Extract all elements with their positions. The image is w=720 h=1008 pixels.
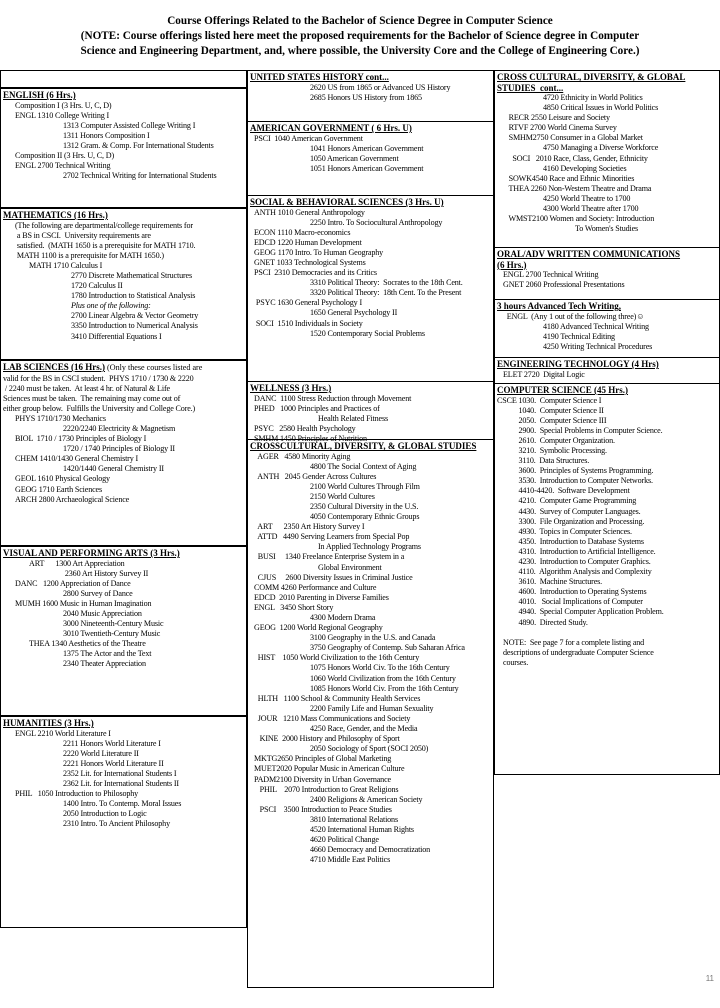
section-title-text: MATHEMATICS (16 Hrs.) xyxy=(3,210,108,220)
course-line: ARCH 2800 Archaeological Science xyxy=(15,494,130,504)
course-line: HIST 1050 World Civilization to the 16th Century xyxy=(254,653,420,663)
course-line: 4890. Directed Study. xyxy=(511,617,588,627)
course-line: SMHM 1450 Principles of Nutrition xyxy=(254,433,367,443)
course-line: THEA 1340 Aesthetics of the Theatre xyxy=(29,639,146,649)
course-line: 3750 Geography of Contemp. Sub Saharan Africa xyxy=(310,643,465,653)
course-line: 1051 Honors American Government xyxy=(310,163,424,173)
course-line: 3100 Geography in the U.S. and Canada xyxy=(310,633,436,643)
course-line: THEA 2260 Non-Western Theatre and Drama xyxy=(503,183,652,193)
course-line: PHIL 1050 Introduction to Philosophy xyxy=(15,789,139,799)
course-line: 2350 Cultural Diversity in the U.S. xyxy=(310,501,419,511)
section-title-text: SOCIAL & BEHAVIORAL SCIENCES (3 Hrs. U) xyxy=(250,197,444,207)
course-line: 4010. Social Implications of Computer xyxy=(511,597,643,607)
course-line: BUSI 1340 Freelance Enterprise System in a xyxy=(254,552,405,562)
middle-column xyxy=(247,70,494,988)
course-line: 1720 Calculus II xyxy=(71,281,123,291)
course-line: 4180 Advanced Technical Writing xyxy=(543,321,649,331)
course-section xyxy=(1,545,246,715)
section-title-text: CROSSCULTURAL, DIVERSITY, & GLOBAL STUDIES xyxy=(250,441,477,451)
course-line: GEOG 1200 World Regional Geography xyxy=(254,623,383,633)
course-line: 3000 Nineteenth-Century Music xyxy=(63,619,164,629)
course-line: 4300 Modern Drama xyxy=(310,613,376,622)
course-line: 1040. Computer Science II xyxy=(511,405,604,415)
section-title xyxy=(1,362,246,374)
course-line: RECR 2550 Leisure and Society xyxy=(503,113,610,123)
page-title: Course Offerings Related to the Bachelor of Science Degree in Computer Science xyxy=(167,15,553,27)
course-section xyxy=(248,121,493,195)
course-line: PSYC 2580 Health Psychology xyxy=(254,423,356,433)
course-line: 1050 American Government xyxy=(310,153,399,163)
course-line: ELET 2720 Digital Logic xyxy=(503,369,585,379)
course-section xyxy=(1,87,246,207)
course-line: ANTH 1010 General Anthropology xyxy=(254,207,365,217)
course-line: 1780 Introduction to Statistical Analysis xyxy=(71,291,196,301)
course-line: Sciences must be taken. The remaining may come out of xyxy=(3,393,181,403)
course-line: 3300. File Organization and Processing. xyxy=(511,516,645,526)
course-line: 1085 Honors World Civ. From the 16th Century xyxy=(310,683,459,693)
section-title-continued xyxy=(495,83,719,94)
course-line: a BS in CSCI. University requirements are xyxy=(15,230,151,240)
course-line: 4110. Algorithm Analysis and Complexity xyxy=(511,567,652,577)
course-line: 4660 Democracy and Democratization xyxy=(310,845,431,855)
course-line: 2250 Intro. To Sociocultural Anthropology xyxy=(310,217,443,227)
course-line: CHEM 1410/1430 General Chemistry I xyxy=(15,454,139,464)
course-line: MUET2020 Popular Music in American Culture xyxy=(254,764,405,774)
section-title-text: COMPUTER SCIENCE (45 Hrs.) xyxy=(497,385,629,395)
course-line: 1312 Gram. & Comp. For International Students xyxy=(63,140,214,150)
course-line: 4850 Critical Issues in World Politics xyxy=(543,103,659,113)
section-title-text: ENGLISH (6 Hrs.) xyxy=(3,90,76,100)
course-line: WMST2100 Women and Society: Introduction xyxy=(503,214,655,224)
section-title-text: ENGINEERING TECHNOLOGY (4 Hrs) xyxy=(497,359,659,369)
course-line: GEOG 1710 Earth Sciences xyxy=(15,484,102,494)
section-title-text: ORAL/ADV WRITTEN COMMUNICATIONS xyxy=(497,249,681,259)
course-line: BIOL 1710 / 1730 Principles of Biology I xyxy=(15,434,147,444)
course-line: ANTH 2045 Gender Across Cultures xyxy=(254,471,377,481)
course-line: EDCD 2010 Parenting in Diverse Families xyxy=(254,592,389,602)
section-title-text: VISUAL AND PERFORMING ARTS (3 Hrs.) xyxy=(3,548,180,558)
course-line: 1313 Computer Assisted College Writing I xyxy=(63,120,196,130)
course-line: 3320 Political Theory: 18th Cent. To the Present xyxy=(310,288,462,298)
course-line: 4620 Political Change xyxy=(310,835,379,845)
course-line: PHYS 1710/1730 Mechanics xyxy=(15,413,106,423)
section-title xyxy=(495,385,719,396)
course-line: ENGL 2210 World Literature I xyxy=(15,728,111,738)
course-line: 2211 Honors World Literature I xyxy=(63,738,161,748)
course-line: 3110. Data Structures. xyxy=(511,456,590,466)
section-title-text: WELLNESS (3 Hrs.) xyxy=(250,383,332,393)
course-line: HLTH 1100 School & Community Health Services xyxy=(254,693,421,703)
course-line: CSCE 1030. Computer Science I xyxy=(497,395,602,405)
course-line: 4930. Topics in Computer Sciences. xyxy=(511,526,632,536)
course-section xyxy=(248,439,493,989)
course-line: JOUR 1210 Mass Communications and Society xyxy=(254,713,411,723)
section-title-text: LAB SCIENCES (16 Hrs.) xyxy=(3,362,106,372)
course-line: MATH 1100 is a prerequisite for MATH 1650.) xyxy=(15,250,164,260)
course-line: 2220/2240 Electricity & Magnetism xyxy=(63,423,176,433)
course-line: 2150 World Cultures xyxy=(310,491,375,501)
course-line: 4430. Survey of Computer Languages. xyxy=(511,506,641,516)
course-line: 4250 World Theatre to 1700 xyxy=(543,193,631,203)
course-line: PSCI 2310 Democracies and its Critics xyxy=(254,268,377,278)
course-section xyxy=(1,207,246,359)
course-line: 4160 Developing Societies xyxy=(543,163,627,173)
section-title-note: (Only these courses listed are xyxy=(105,363,203,372)
course-line: 4600. Introduction to Operating Systems xyxy=(511,587,647,597)
course-line: 1060 World Civilization from the 16th Century xyxy=(310,673,456,683)
course-line: 4210. Computer Game Programming xyxy=(511,496,637,506)
course-line: PHED 1000 Principles and Practices of xyxy=(254,403,380,413)
course-line: 4750 Managing a Diverse Workforce xyxy=(543,143,659,153)
section-title xyxy=(248,441,493,452)
course-line: 2050 Sociology of Sport (SOCI 2050) xyxy=(310,744,429,754)
course-line: 2310 Intro. To Ancient Philosophy xyxy=(63,819,170,829)
course-line: 4230. Introduction to Computer Graphics. xyxy=(511,557,651,566)
course-line: 2362 Lit. for International Students II xyxy=(63,778,179,788)
page-number: 11 xyxy=(705,974,714,983)
course-section xyxy=(248,381,493,443)
course-line: 4720 Ethnicity in World Politics xyxy=(543,93,643,102)
course-line: ENGL 3450 Short Story xyxy=(254,602,334,612)
course-line: 3810 International Relations xyxy=(310,814,398,824)
course-line: 2340 Theater Appreciation xyxy=(63,659,146,669)
course-line: To Women's Studies xyxy=(575,224,639,234)
section-title-text: UNITED STATES HISTORY cont... xyxy=(250,72,389,82)
course-line: 1720 / 1740 Principles of Biology II xyxy=(63,444,175,454)
section-title xyxy=(495,249,719,260)
section-title xyxy=(495,301,719,312)
section-title xyxy=(1,210,246,221)
course-line: 1520 Contemporary Social Problems xyxy=(310,328,425,338)
left-column xyxy=(0,70,247,928)
course-line: Plus one of the following: xyxy=(71,301,151,311)
course-line: ENGL (Any 1 out of the following three)☺ xyxy=(503,311,645,321)
course-line: PSCI 3500 Introduction to Peace Studies xyxy=(254,804,392,814)
course-line: either group below. Fulfills the University and College Core.) xyxy=(3,403,196,413)
course-line: 4710 Middle East Politics xyxy=(310,855,391,865)
course-line: ENGL 1310 College Writing I xyxy=(15,110,110,120)
course-line: valid for the BS in CSCI student. PHYS 1710 / 1730 & 2220 xyxy=(3,373,194,383)
course-section xyxy=(1,359,246,545)
course-line: 2900. Special Problems in Computer Science. xyxy=(511,425,663,435)
course-line: 2620 US from 1865 or Advanced US History xyxy=(310,82,451,92)
course-line: COMM 4260 Performance and Culture xyxy=(254,582,377,592)
course-line: 4940. Special Computer Application Problem. xyxy=(511,607,664,617)
course-line: MKTG2650 Principles of Global Marketing xyxy=(254,754,392,764)
section-title xyxy=(495,359,719,370)
course-line: 4800 The Social Context of Aging xyxy=(310,461,417,471)
page-header xyxy=(0,14,720,59)
course-section xyxy=(1,715,246,875)
course-section xyxy=(495,357,719,383)
course-line: 2685 Honors US History from 1865 xyxy=(310,92,422,102)
course-line: PSYC 1630 General Psychology I xyxy=(254,298,362,308)
section-title xyxy=(495,72,719,83)
course-section xyxy=(1,71,246,87)
course-line: 1075 Honors World Civ. To the 16th Century xyxy=(310,663,450,673)
course-line: Health Related Fitness xyxy=(318,413,388,423)
course-line: 4050 Contemporary Ethnic Groups xyxy=(310,512,420,522)
course-line: GNET 1033 Technological Systems xyxy=(254,257,366,267)
course-section xyxy=(248,71,493,121)
course-line: 2700 Linear Algebra & Vector Geometry xyxy=(71,311,199,321)
course-line: DANC 1200 Appreciation of Dance xyxy=(15,578,131,588)
course-line: 1375 The Actor and the Text xyxy=(63,649,152,659)
section-title-text: HUMANITIES (3 Hrs.) xyxy=(3,718,94,728)
page-note-line-1: (NOTE: Course offerings listed here meet the proposed requirements for the Bachelor of Science degree in Computer xyxy=(80,30,640,42)
course-line: Composition I (3 Hrs. U, C, D) xyxy=(15,100,112,110)
course-line: PSCI 1040 American Government xyxy=(254,133,363,143)
course-line: 1041 Honors American Government xyxy=(310,143,424,153)
course-line: 2050 Introduction to Logic xyxy=(63,809,147,819)
course-line: 2702 Technical Writing for International Students xyxy=(63,171,217,181)
course-line: GEOL 1610 Physical Geology xyxy=(15,474,110,484)
course-line: / 2240 must be taken. At least 4 hr. of Natural & Life xyxy=(3,383,170,393)
course-section xyxy=(248,195,493,381)
course-line: 2100 World Cultures Through Film xyxy=(310,481,420,491)
section-title xyxy=(248,72,493,83)
section-title xyxy=(248,123,493,134)
course-line: AGER 4580 Minority Aging xyxy=(254,451,351,461)
course-line: ART 1300 Art Appreciation xyxy=(29,558,125,568)
right-column xyxy=(494,70,720,775)
course-line: KINE 2000 History and Philosophy of Sport xyxy=(254,734,400,744)
course-section xyxy=(495,71,719,247)
course-line: 4350. Introduction to Database Systems xyxy=(511,536,644,546)
section-title-text: CROSS CULTURAL, DIVERSITY, & GLOBAL xyxy=(497,72,686,82)
course-line: ENGL 2700 Technical Writing xyxy=(503,270,599,279)
course-line: 1650 General Psychology II xyxy=(310,308,398,318)
course-line: 3600. Principles of Systems Programming. xyxy=(511,466,654,476)
course-line: 2352 Lit. for International Students I xyxy=(63,768,177,778)
course-line: 4310. Introduction to Artificial Intelligence. xyxy=(511,546,656,556)
course-line: 3210. Symbolic Processing. xyxy=(511,445,607,455)
section-title xyxy=(248,383,493,394)
course-line: EDCD 1220 Human Development xyxy=(254,237,362,247)
course-line: MUMH 1600 Music in Human Imagination xyxy=(15,598,152,608)
course-line: 2200 Family Life and Human Sexuality xyxy=(310,703,434,713)
course-line: CJUS 2600 Diversity Issues in Criminal Justice xyxy=(254,572,413,582)
course-line: ECON 1110 Macro-economics xyxy=(254,227,351,237)
course-line: 4300 World Theatre after 1700 xyxy=(543,204,639,214)
course-line: 3010 Twentieth-Century Music xyxy=(63,629,161,639)
course-line: 1311 Honors Composition I xyxy=(63,130,150,140)
course-line: Composition II (3 Hrs. U, C, D) xyxy=(15,150,114,160)
course-line: 2610. Computer Organization. xyxy=(511,435,615,445)
course-line: (The following are departmental/college requirements for xyxy=(15,220,193,230)
course-line: 2040 Music Appreciation xyxy=(63,608,142,618)
course-line: 3410 Differential Equations I xyxy=(71,331,162,341)
course-line: MATH 1710 Calculus I xyxy=(29,260,103,270)
course-line: RTVF 2700 World Cinema Survey xyxy=(503,123,617,133)
section-title xyxy=(1,548,246,559)
course-line: 4410-4420. Software Development xyxy=(511,486,630,496)
section-title xyxy=(1,90,246,101)
course-line: descriptions of undergraduate Computer Science xyxy=(503,647,654,657)
course-line: In Applied Technology Programs xyxy=(318,542,421,552)
course-line: NOTE: See page 7 for a complete listing and xyxy=(503,637,645,647)
section-title xyxy=(248,197,493,208)
course-line: 2800 Survey of Dance xyxy=(63,588,133,598)
course-line: 2360 Art History Survey II xyxy=(63,568,149,578)
course-line: SOCI 1510 Individuals in Society xyxy=(254,318,363,328)
course-line: 3610. Machine Structures. xyxy=(511,577,603,587)
course-section xyxy=(495,299,719,357)
course-line: ATTD 4490 Serving Learners from Special Pop xyxy=(254,532,410,542)
course-section xyxy=(495,247,719,299)
course-line: ENGL 2700 Technical Writing xyxy=(15,161,111,171)
course-line: GEOG 1170 Intro. To Human Geography xyxy=(254,247,384,257)
course-line: SOCI 2010 Race, Class, Gender, Ethnicity xyxy=(503,153,648,163)
course-line: 4250 Writing Technical Procedures xyxy=(543,341,653,351)
course-line: 3350 Introduction to Numerical Analysis xyxy=(71,321,198,331)
course-line: 1400 Intro. To Contemp. Moral Issues xyxy=(63,799,182,809)
course-line: 2400 Religions & American Society xyxy=(310,794,423,804)
course-line: 2221 Honors World Literature II xyxy=(63,758,164,768)
section-title xyxy=(1,718,246,729)
section-title-text: 3 hours Advanced Tech Writing, xyxy=(497,301,621,311)
course-line: 4250 Race, Gender, and the Media xyxy=(310,724,418,734)
course-line xyxy=(495,628,719,638)
course-line: 3310 Political Theory: Socrates to the 18th Cent. xyxy=(310,278,463,288)
course-line: PADM2100 Diversity in Urban Governance xyxy=(254,774,391,784)
course-line: 4190 Technical Editing xyxy=(543,331,615,341)
section-title-text: (6 Hrs.) xyxy=(497,259,527,270)
course-line: 2770 Discrete Mathematical Structures xyxy=(71,270,192,280)
course-line: ART 2350 Art History Survey I xyxy=(254,522,365,532)
course-line: Global Environment xyxy=(318,562,382,572)
page-note-line-2: Science and Engineering Department, and, where possible, the University Core and the College of Engineering Core.) xyxy=(80,45,640,57)
course-line: 3530. Introduction to Computer Networks. xyxy=(511,476,653,486)
course-line: 4520 International Human Rights xyxy=(310,824,414,834)
course-line: 2220 World Literature II xyxy=(63,748,139,758)
course-line: SOWK4540 Race and Ethnic Minorities xyxy=(503,173,635,183)
course-line: satisfied. (MATH 1650 is a prerequisite for MATH 1710. xyxy=(15,240,196,250)
course-line: PHIL 2070 Introduction to Great Religions xyxy=(254,784,399,794)
section-title-continued xyxy=(495,260,719,271)
course-section xyxy=(495,383,719,701)
course-line: SMHM2750 Consumer in a Global Market xyxy=(503,133,643,143)
course-line: GNET 2060 Professional Presentations xyxy=(503,280,625,290)
section-title-text: STUDIES cont... xyxy=(497,82,564,93)
course-line: courses. xyxy=(503,657,529,667)
course-line: 1420/1440 General Chemistry II xyxy=(63,464,164,474)
course-line: DANC 1100 Stress Reduction through Movement xyxy=(254,393,412,403)
course-line: 2050. Computer Science III xyxy=(511,415,607,425)
section-title-text: AMERICAN GOVERNMENT ( 6 Hrs. U) xyxy=(250,123,412,133)
